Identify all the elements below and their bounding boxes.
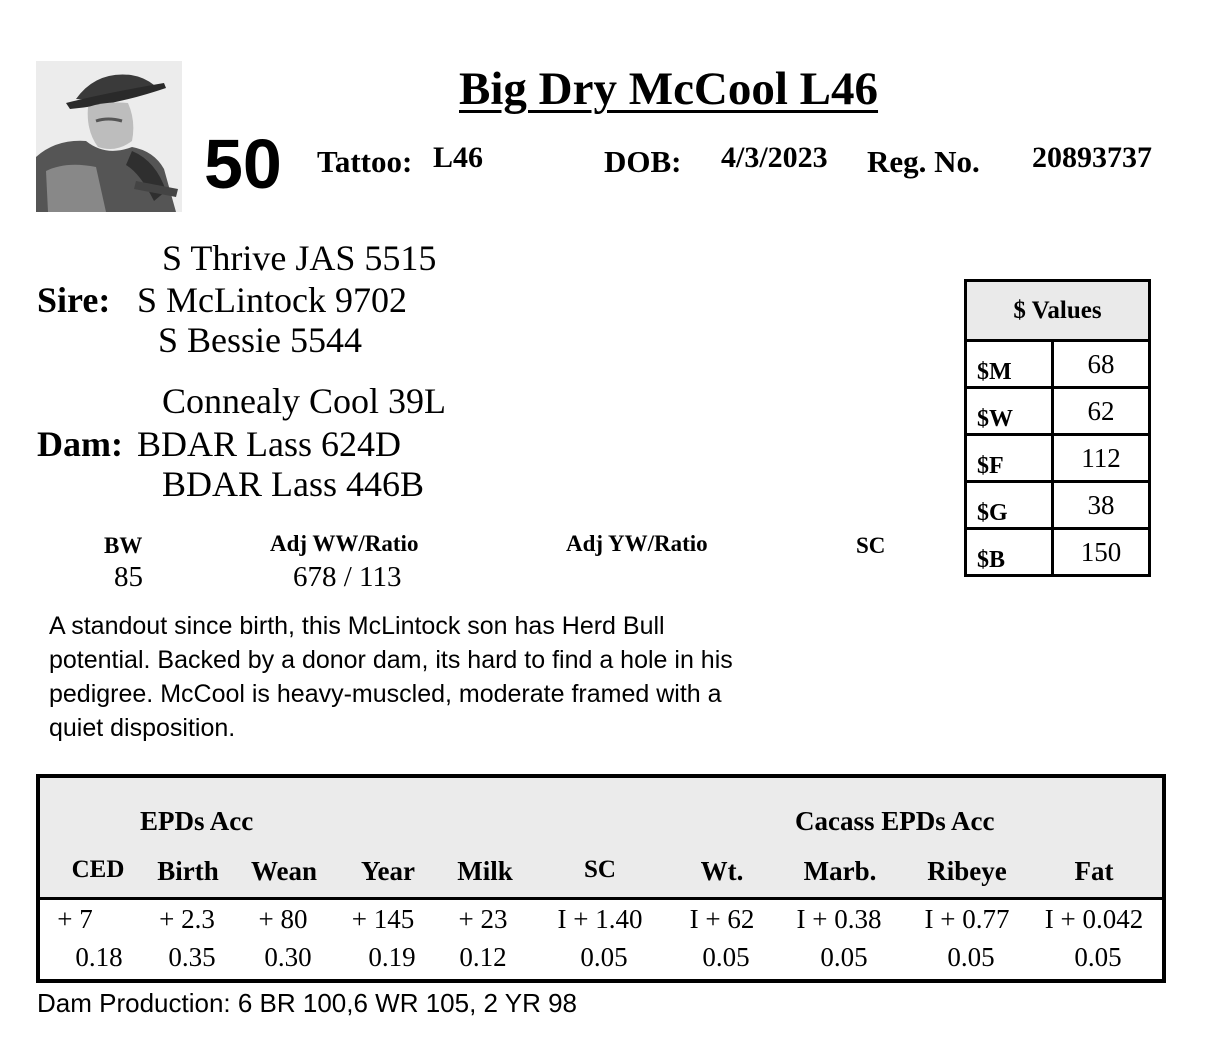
reg-no-value: 20893737 [1032, 141, 1152, 174]
description-text: A standout since birth, this McLintock son has Herd Bull potential. Backed by a donor dam, its hard to find a hole in his pedigree. McCool is heavy-muscled, moderate framed with a quiet disposition. [49, 612, 733, 742]
epd-acc: 0.05 [820, 942, 868, 972]
epd-col-header: SC [584, 856, 616, 883]
epd-value: I + 0.38 [796, 904, 882, 934]
dob-value: 4/3/2023 [721, 141, 828, 174]
epd-col-header: Wt. [700, 856, 744, 886]
epd-acc: 0.35 [168, 942, 216, 972]
epd-value: + 145 [351, 904, 415, 934]
epd-value: I + 0.042 [1044, 904, 1144, 934]
epd-col-header: Fat [1074, 856, 1114, 886]
epd-col-header: Ribeye [927, 856, 1007, 886]
tattoo-value: L46 [433, 141, 484, 174]
dollar-key: $M [966, 341, 1053, 388]
epd-acc: 0.12 [459, 942, 507, 972]
animal-name-title: Big Dry McCool L46 [459, 63, 879, 115]
carcass-epd-group-title: Cacass EPDs Acc [795, 806, 995, 836]
dollar-key: $B [966, 529, 1053, 576]
cowboy-logo-icon [36, 61, 182, 212]
lot-number: 50 [204, 125, 282, 203]
epd-value: + 80 [258, 904, 308, 934]
epd-value: I + 1.40 [557, 904, 643, 934]
bw-label: BW [104, 533, 143, 558]
adj-ww-value: 678 / 113 [293, 561, 402, 593]
dollar-values-header: $ Values [966, 281, 1150, 341]
epd-acc: 0.05 [580, 942, 628, 972]
epd-acc: 0.05 [702, 942, 750, 972]
epd-value: + 7 [57, 904, 93, 934]
dam-sire: Connealy Cool 39L [162, 381, 446, 421]
bw-value: 85 [114, 561, 143, 593]
ranch-logo [36, 61, 182, 212]
sire-sire: S Thrive JAS 5515 [162, 238, 437, 278]
epd-col-header: Wean [250, 856, 317, 886]
dollar-row [966, 388, 1150, 435]
dollar-key: $G [966, 482, 1053, 529]
epd-col-header: Year [361, 856, 415, 886]
epd-value: + 2.3 [159, 904, 215, 934]
epd-acc: 0.18 [75, 942, 123, 972]
adj-ww-label: Adj WW/Ratio [270, 531, 419, 556]
epd-col-header: Milk [457, 856, 513, 886]
dollar-value: 68 [1053, 341, 1150, 388]
epd-acc: 0.05 [947, 942, 995, 972]
sire-name: S McLintock 9702 [137, 280, 407, 320]
dollar-key: $F [966, 435, 1053, 482]
dollar-key: $W [966, 388, 1053, 435]
dam-label: Dam: [37, 424, 123, 464]
sire-dam: S Bessie 5544 [158, 320, 363, 360]
epd-value: I + 62 [689, 904, 755, 934]
epd-table [36, 774, 1166, 983]
dam-production: Dam Production: 6 BR 100,6 WR 105, 2 YR 98 [37, 988, 578, 1018]
epd-value: + 23 [458, 904, 508, 934]
dollar-row [966, 435, 1150, 482]
tattoo-label: Tattoo: [317, 144, 413, 179]
epd-group-title: EPDs Acc [140, 806, 254, 836]
dollar-value: 150 [1053, 529, 1150, 576]
epd-col-header: CED [71, 856, 125, 883]
dam-name: BDAR Lass 624D [137, 424, 402, 464]
reg-no-label: Reg. No. [867, 144, 980, 179]
dob-label: DOB: [604, 144, 682, 179]
epd-acc: 0.19 [368, 942, 416, 972]
dollar-value: 62 [1053, 388, 1150, 435]
dollar-row [966, 529, 1150, 576]
dollar-value: 112 [1053, 435, 1150, 482]
epd-acc: 0.30 [264, 942, 312, 972]
dollar-value: 38 [1053, 482, 1150, 529]
dam-dam: BDAR Lass 446B [162, 464, 425, 504]
dollar-values-table [964, 279, 1151, 594]
adj-yw-label: Adj YW/Ratio [566, 531, 708, 556]
epd-col-header: Marb. [803, 856, 877, 886]
epd-acc: 0.05 [1074, 942, 1122, 972]
dollar-row [966, 341, 1150, 388]
epd-col-header: Birth [157, 856, 219, 886]
dollar-row [966, 482, 1150, 529]
epd-value: I + 0.77 [924, 904, 1010, 934]
sc-label: SC [856, 533, 886, 558]
sire-label: Sire: [37, 280, 111, 320]
